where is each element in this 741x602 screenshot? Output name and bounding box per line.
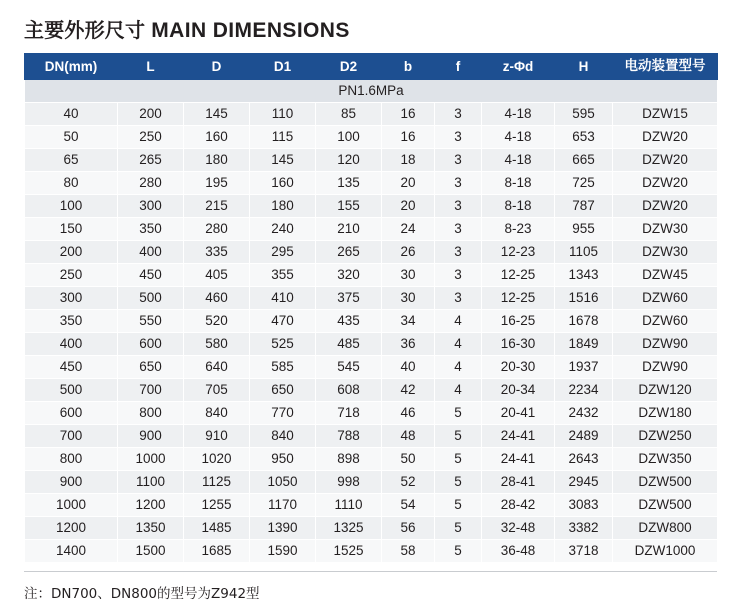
cell-zphid: 8-23 bbox=[482, 218, 555, 241]
cell-b: 30 bbox=[382, 264, 435, 287]
cell-d2: 998 bbox=[316, 471, 382, 494]
cell-l: 300 bbox=[118, 195, 184, 218]
table-row bbox=[25, 517, 718, 540]
cell-d2: 320 bbox=[316, 264, 382, 287]
cell-d: 160 bbox=[184, 126, 250, 149]
cell-zphid: 20-34 bbox=[482, 379, 555, 402]
cell-actuator-model: DZW15 bbox=[613, 103, 718, 126]
cell-h: 787 bbox=[555, 195, 613, 218]
cell-d: 215 bbox=[184, 195, 250, 218]
cell-l: 1100 bbox=[118, 471, 184, 494]
cell-h: 665 bbox=[555, 149, 613, 172]
cell-d2: 1525 bbox=[316, 540, 382, 563]
cell-b: 36 bbox=[382, 333, 435, 356]
cell-d: 840 bbox=[184, 402, 250, 425]
table-row bbox=[25, 471, 718, 494]
cell-f: 4 bbox=[435, 310, 482, 333]
cell-zphid: 24-41 bbox=[482, 425, 555, 448]
cell-f: 3 bbox=[435, 287, 482, 310]
cell-dn: 350 bbox=[25, 310, 118, 333]
table-row bbox=[25, 264, 718, 287]
cell-actuator-model: DZW30 bbox=[613, 218, 718, 241]
cell-l: 400 bbox=[118, 241, 184, 264]
cell-b: 18 bbox=[382, 149, 435, 172]
cell-h: 1678 bbox=[555, 310, 613, 333]
table-row bbox=[25, 287, 718, 310]
cell-f: 5 bbox=[435, 540, 482, 563]
cell-d2: 898 bbox=[316, 448, 382, 471]
cell-actuator-model: DZW250 bbox=[613, 425, 718, 448]
cell-f: 5 bbox=[435, 494, 482, 517]
cell-l: 500 bbox=[118, 287, 184, 310]
cell-zphid: 28-42 bbox=[482, 494, 555, 517]
cell-f: 3 bbox=[435, 264, 482, 287]
main-dimensions-table bbox=[24, 53, 718, 563]
cell-b: 48 bbox=[382, 425, 435, 448]
cell-l: 550 bbox=[118, 310, 184, 333]
cell-f: 3 bbox=[435, 195, 482, 218]
cell-d: 520 bbox=[184, 310, 250, 333]
cell-actuator-model: DZW20 bbox=[613, 149, 718, 172]
cell-h: 2489 bbox=[555, 425, 613, 448]
cell-actuator-model: DZW500 bbox=[613, 471, 718, 494]
cell-h: 1343 bbox=[555, 264, 613, 287]
cell-d: 195 bbox=[184, 172, 250, 195]
cell-zphid: 24-41 bbox=[482, 448, 555, 471]
cell-b: 34 bbox=[382, 310, 435, 333]
cell-d2: 375 bbox=[316, 287, 382, 310]
cell-f: 5 bbox=[435, 471, 482, 494]
cell-l: 350 bbox=[118, 218, 184, 241]
page-title-en: MAIN DIMENSIONS bbox=[151, 19, 350, 42]
cell-b: 16 bbox=[382, 103, 435, 126]
cell-h: 1849 bbox=[555, 333, 613, 356]
cell-h: 595 bbox=[555, 103, 613, 126]
cell-d1: 110 bbox=[250, 103, 316, 126]
cell-actuator-model: DZW500 bbox=[613, 494, 718, 517]
cell-d1: 525 bbox=[250, 333, 316, 356]
cell-d2: 435 bbox=[316, 310, 382, 333]
cell-dn: 300 bbox=[25, 287, 118, 310]
cell-d2: 100 bbox=[316, 126, 382, 149]
cell-d2: 135 bbox=[316, 172, 382, 195]
cell-dn: 900 bbox=[25, 471, 118, 494]
cell-h: 1105 bbox=[555, 241, 613, 264]
cell-d1: 410 bbox=[250, 287, 316, 310]
cell-d: 1485 bbox=[184, 517, 250, 540]
cell-d2: 155 bbox=[316, 195, 382, 218]
cell-l: 250 bbox=[118, 126, 184, 149]
cell-h: 1516 bbox=[555, 287, 613, 310]
table-row bbox=[25, 540, 718, 563]
cell-zphid: 20-30 bbox=[482, 356, 555, 379]
page-title bbox=[24, 14, 727, 43]
cell-dn: 65 bbox=[25, 149, 118, 172]
cell-f: 3 bbox=[435, 103, 482, 126]
cell-d2: 210 bbox=[316, 218, 382, 241]
cell-d1: 240 bbox=[250, 218, 316, 241]
column-header-h: H bbox=[555, 54, 613, 80]
cell-l: 600 bbox=[118, 333, 184, 356]
cell-dn: 50 bbox=[25, 126, 118, 149]
cell-d2: 85 bbox=[316, 103, 382, 126]
cell-h: 2643 bbox=[555, 448, 613, 471]
cell-d1: 470 bbox=[250, 310, 316, 333]
cell-zphid: 8-18 bbox=[482, 172, 555, 195]
cell-b: 20 bbox=[382, 172, 435, 195]
cell-dn: 200 bbox=[25, 241, 118, 264]
cell-b: 40 bbox=[382, 356, 435, 379]
table-row bbox=[25, 218, 718, 241]
table-header bbox=[25, 54, 718, 80]
cell-f: 5 bbox=[435, 448, 482, 471]
cell-f: 4 bbox=[435, 333, 482, 356]
table-header-row bbox=[25, 54, 718, 80]
cell-h: 3382 bbox=[555, 517, 613, 540]
table-body bbox=[25, 80, 718, 563]
cell-b: 16 bbox=[382, 126, 435, 149]
cell-l: 800 bbox=[118, 402, 184, 425]
table-row bbox=[25, 494, 718, 517]
cell-zphid: 32-48 bbox=[482, 517, 555, 540]
table-subheader-row bbox=[25, 80, 718, 103]
table-row bbox=[25, 103, 718, 126]
table-row bbox=[25, 425, 718, 448]
cell-b: 58 bbox=[382, 540, 435, 563]
cell-dn: 450 bbox=[25, 356, 118, 379]
cell-d2: 545 bbox=[316, 356, 382, 379]
cell-d1: 1050 bbox=[250, 471, 316, 494]
table-row bbox=[25, 356, 718, 379]
cell-f: 5 bbox=[435, 402, 482, 425]
table-row bbox=[25, 149, 718, 172]
cell-d1: 585 bbox=[250, 356, 316, 379]
cell-d: 1125 bbox=[184, 471, 250, 494]
cell-d2: 1110 bbox=[316, 494, 382, 517]
cell-d1: 650 bbox=[250, 379, 316, 402]
cell-f: 4 bbox=[435, 356, 482, 379]
cell-zphid: 20-41 bbox=[482, 402, 555, 425]
cell-d: 280 bbox=[184, 218, 250, 241]
cell-l: 900 bbox=[118, 425, 184, 448]
cell-actuator-model: DZW120 bbox=[613, 379, 718, 402]
cell-actuator-model: DZW800 bbox=[613, 517, 718, 540]
cell-d: 1020 bbox=[184, 448, 250, 471]
cell-d1: 1390 bbox=[250, 517, 316, 540]
cell-h: 2234 bbox=[555, 379, 613, 402]
cell-actuator-model: DZW20 bbox=[613, 195, 718, 218]
table-row bbox=[25, 448, 718, 471]
column-header-b: b bbox=[382, 54, 435, 80]
cell-zphid: 16-30 bbox=[482, 333, 555, 356]
cell-actuator-model: DZW60 bbox=[613, 287, 718, 310]
cell-d: 1255 bbox=[184, 494, 250, 517]
cell-d1: 295 bbox=[250, 241, 316, 264]
cell-h: 3718 bbox=[555, 540, 613, 563]
divider bbox=[24, 571, 717, 572]
cell-l: 450 bbox=[118, 264, 184, 287]
cell-d2: 1325 bbox=[316, 517, 382, 540]
cell-dn: 80 bbox=[25, 172, 118, 195]
cell-d1: 840 bbox=[250, 425, 316, 448]
cell-zphid: 4-18 bbox=[482, 103, 555, 126]
cell-zphid: 8-18 bbox=[482, 195, 555, 218]
cell-actuator-model: DZW30 bbox=[613, 241, 718, 264]
cell-d2: 608 bbox=[316, 379, 382, 402]
cell-d2: 485 bbox=[316, 333, 382, 356]
table-row bbox=[25, 172, 718, 195]
cell-l: 200 bbox=[118, 103, 184, 126]
cell-dn: 100 bbox=[25, 195, 118, 218]
cell-d2: 788 bbox=[316, 425, 382, 448]
cell-b: 52 bbox=[382, 471, 435, 494]
cell-dn: 150 bbox=[25, 218, 118, 241]
cell-h: 1937 bbox=[555, 356, 613, 379]
cell-d1: 160 bbox=[250, 172, 316, 195]
cell-f: 3 bbox=[435, 218, 482, 241]
cell-dn: 500 bbox=[25, 379, 118, 402]
cell-zphid: 12-25 bbox=[482, 264, 555, 287]
cell-dn: 1000 bbox=[25, 494, 118, 517]
table-row bbox=[25, 310, 718, 333]
table-row bbox=[25, 379, 718, 402]
cell-actuator-model: DZW90 bbox=[613, 356, 718, 379]
cell-h: 2945 bbox=[555, 471, 613, 494]
cell-h: 653 bbox=[555, 126, 613, 149]
column-header-z-phi-d: z-Φd bbox=[482, 54, 555, 80]
cell-actuator-model: DZW180 bbox=[613, 402, 718, 425]
cell-d: 705 bbox=[184, 379, 250, 402]
cell-dn: 250 bbox=[25, 264, 118, 287]
cell-l: 650 bbox=[118, 356, 184, 379]
cell-zphid: 12-25 bbox=[482, 287, 555, 310]
cell-d: 640 bbox=[184, 356, 250, 379]
cell-dn: 400 bbox=[25, 333, 118, 356]
cell-b: 30 bbox=[382, 287, 435, 310]
table-row bbox=[25, 241, 718, 264]
cell-d1: 180 bbox=[250, 195, 316, 218]
cell-dn: 700 bbox=[25, 425, 118, 448]
column-header-d: D bbox=[184, 54, 250, 80]
cell-dn: 1200 bbox=[25, 517, 118, 540]
cell-d: 910 bbox=[184, 425, 250, 448]
cell-zphid: 28-41 bbox=[482, 471, 555, 494]
table-row bbox=[25, 195, 718, 218]
table-note: 注：DN700、DN800的型号为Z942型 bbox=[24, 586, 260, 602]
cell-dn: 1400 bbox=[25, 540, 118, 563]
cell-zphid: 36-48 bbox=[482, 540, 555, 563]
cell-l: 1000 bbox=[118, 448, 184, 471]
column-header-d2: D2 bbox=[316, 54, 382, 80]
cell-d1: 950 bbox=[250, 448, 316, 471]
cell-h: 955 bbox=[555, 218, 613, 241]
cell-b: 50 bbox=[382, 448, 435, 471]
cell-d: 460 bbox=[184, 287, 250, 310]
cell-d1: 145 bbox=[250, 149, 316, 172]
cell-l: 700 bbox=[118, 379, 184, 402]
cell-b: 26 bbox=[382, 241, 435, 264]
column-header-dn: DN(mm) bbox=[25, 54, 118, 80]
cell-f: 3 bbox=[435, 172, 482, 195]
cell-l: 1200 bbox=[118, 494, 184, 517]
cell-d1: 115 bbox=[250, 126, 316, 149]
cell-d1: 1170 bbox=[250, 494, 316, 517]
cell-dn: 40 bbox=[25, 103, 118, 126]
cell-b: 54 bbox=[382, 494, 435, 517]
cell-l: 280 bbox=[118, 172, 184, 195]
cell-b: 46 bbox=[382, 402, 435, 425]
cell-zphid: 4-18 bbox=[482, 126, 555, 149]
cell-f: 4 bbox=[435, 379, 482, 402]
subheader-pressure-rating: PN1.6MPa bbox=[25, 80, 718, 103]
cell-d: 1685 bbox=[184, 540, 250, 563]
cell-actuator-model: DZW20 bbox=[613, 126, 718, 149]
cell-dn: 600 bbox=[25, 402, 118, 425]
cell-b: 24 bbox=[382, 218, 435, 241]
cell-actuator-model: DZW60 bbox=[613, 310, 718, 333]
column-header-d1: D1 bbox=[250, 54, 316, 80]
column-header-actuator-model: 电动装置型号 bbox=[613, 54, 718, 80]
cell-d: 580 bbox=[184, 333, 250, 356]
cell-d: 335 bbox=[184, 241, 250, 264]
cell-dn: 800 bbox=[25, 448, 118, 471]
cell-h: 2432 bbox=[555, 402, 613, 425]
cell-l: 1350 bbox=[118, 517, 184, 540]
cell-actuator-model: DZW90 bbox=[613, 333, 718, 356]
cell-h: 725 bbox=[555, 172, 613, 195]
cell-actuator-model: DZW350 bbox=[613, 448, 718, 471]
cell-d: 180 bbox=[184, 149, 250, 172]
cell-b: 42 bbox=[382, 379, 435, 402]
cell-f: 3 bbox=[435, 126, 482, 149]
page-title-cn: 主要外形尺寸 bbox=[24, 18, 146, 42]
cell-d1: 770 bbox=[250, 402, 316, 425]
cell-l: 265 bbox=[118, 149, 184, 172]
cell-f: 3 bbox=[435, 149, 482, 172]
column-header-l: L bbox=[118, 54, 184, 80]
cell-l: 1500 bbox=[118, 540, 184, 563]
cell-zphid: 16-25 bbox=[482, 310, 555, 333]
cell-b: 56 bbox=[382, 517, 435, 540]
cell-d1: 355 bbox=[250, 264, 316, 287]
cell-d: 405 bbox=[184, 264, 250, 287]
cell-d2: 265 bbox=[316, 241, 382, 264]
cell-d2: 120 bbox=[316, 149, 382, 172]
cell-b: 20 bbox=[382, 195, 435, 218]
cell-d: 145 bbox=[184, 103, 250, 126]
table-row bbox=[25, 402, 718, 425]
cell-d1: 1590 bbox=[250, 540, 316, 563]
cell-f: 5 bbox=[435, 517, 482, 540]
cell-f: 3 bbox=[435, 241, 482, 264]
table-row bbox=[25, 333, 718, 356]
cell-d2: 718 bbox=[316, 402, 382, 425]
cell-zphid: 4-18 bbox=[482, 149, 555, 172]
cell-f: 5 bbox=[435, 425, 482, 448]
cell-actuator-model: DZW1000 bbox=[613, 540, 718, 563]
cell-h: 3083 bbox=[555, 494, 613, 517]
column-header-f: f bbox=[435, 54, 482, 80]
cell-zphid: 12-23 bbox=[482, 241, 555, 264]
cell-actuator-model: DZW45 bbox=[613, 264, 718, 287]
table-row bbox=[25, 126, 718, 149]
cell-actuator-model: DZW20 bbox=[613, 172, 718, 195]
